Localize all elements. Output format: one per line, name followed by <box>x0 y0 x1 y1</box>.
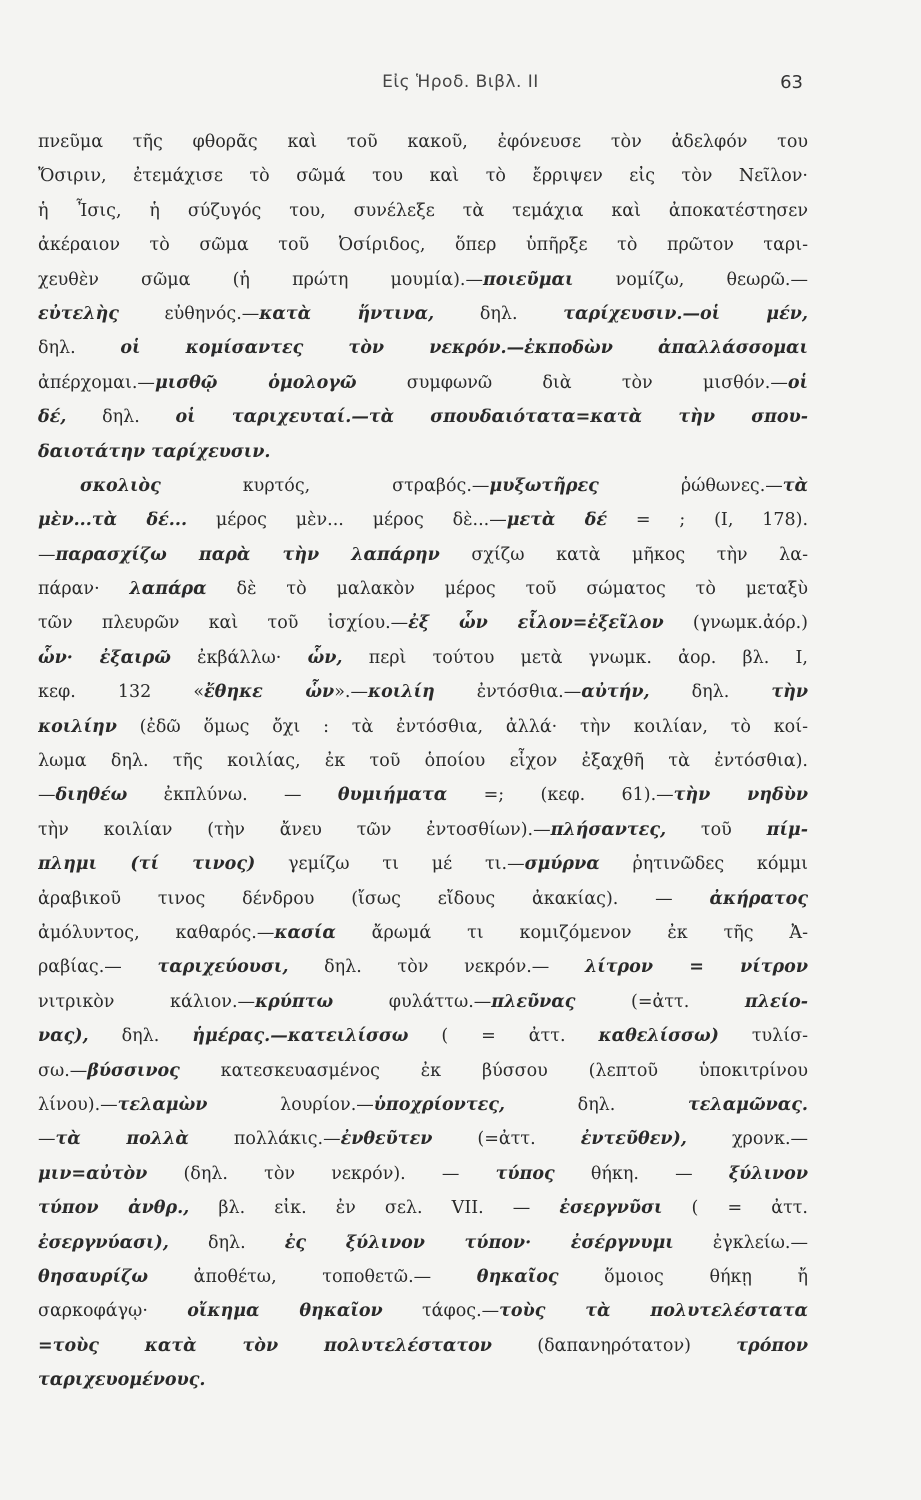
gloss-text: ἐντόσθια.— <box>434 682 582 703</box>
text-line <box>38 1157 808 1191</box>
gloss-text: ἐγκλείω.— <box>673 1232 808 1253</box>
headword: ταριχεύουσι, <box>157 957 289 978</box>
gloss-text: γεμίζω τι μέ τι.— <box>255 854 525 875</box>
headword: οἴκημα θηκαῖον <box>187 1301 383 1322</box>
headword: λαπάρα <box>129 579 207 600</box>
headword: θηκαῖος <box>476 1266 559 1287</box>
gloss-text: πολλάκις.— <box>188 1129 341 1150</box>
text-line <box>38 400 808 434</box>
gloss-text: (ἐδῶ ὅμως ὄχι : τὰ ἐντόσθια, ἀλλά· τὴν κοιλίαν, τὸ κοί- <box>116 716 808 737</box>
gloss-text: ἀπέρχομαι.— <box>38 372 155 393</box>
headword: κοιλίη <box>367 682 435 703</box>
headword: οἱ <box>787 372 808 393</box>
gloss-text: ἄρωμά τι κομιζόμενον ἐκ τῆς Ἀ- <box>335 922 808 943</box>
headword: δαιοτάτην ταρίχευσιν. <box>38 441 271 462</box>
headword: τύπος <box>495 1163 555 1184</box>
gloss-text: νιτρικὸν κάλιον.— <box>38 991 256 1012</box>
headword: πλήσαντες, <box>550 819 667 840</box>
headword: ἐντεῦθεν), <box>580 1129 687 1150</box>
gloss-text: δηλ. <box>66 407 176 428</box>
headword: θησαυρίζω <box>38 1266 149 1287</box>
text-line <box>38 744 808 778</box>
text-line <box>38 847 808 881</box>
gloss-text: σχίζω κατὰ μῆκος τὴν λα- <box>439 544 808 565</box>
headword: κρύπτω <box>255 991 334 1012</box>
headword: ἐσεργνῦσι <box>559 1198 663 1219</box>
headword: ὑποχρίοντες, <box>373 1094 505 1115</box>
text-line <box>38 675 808 709</box>
headword: σκολιὸς <box>80 475 161 496</box>
headword: ἀκήρατος <box>709 888 808 909</box>
gloss-text: (δηλ. τὸν νεκρόν). — <box>147 1163 496 1184</box>
gloss-text: δηλ. <box>88 1026 193 1047</box>
gloss-text: (=ἀττ. <box>575 991 745 1012</box>
gloss-text: δηλ. <box>504 1094 689 1115</box>
text-line <box>38 125 808 159</box>
headword: θυμιήματα <box>337 785 448 806</box>
gloss-text: (=ἀττ. <box>432 1129 581 1150</box>
gloss-text: — <box>38 1129 56 1150</box>
text-line <box>38 1329 808 1363</box>
headword: τὰ πολλὰ <box>55 1129 189 1150</box>
headword: τὴν νηδὺν <box>673 785 808 806</box>
headword: μισθῷ ὁμολογῶ <box>154 372 357 393</box>
text-line <box>38 297 808 331</box>
text-line <box>38 366 808 400</box>
text-line <box>38 813 808 847</box>
headword: διηθέω <box>55 785 128 806</box>
headword: εὐτελὴς <box>38 303 119 324</box>
text-line <box>38 1122 808 1156</box>
text-line <box>38 985 808 1019</box>
headword: τὴν <box>771 682 808 703</box>
headword: πίμ- <box>766 819 808 840</box>
headword: τὰ <box>782 475 808 496</box>
text-line <box>38 435 808 469</box>
gloss-text: σαρκοφάγῳ· <box>38 1301 188 1322</box>
headword: οἱ κομίσαντες τὸν νεκρόν.—ἐκποδὼν ἀπαλλάσσομαι <box>120 338 808 359</box>
gloss-text: δηλ. τὸν νεκρόν.— <box>288 957 586 978</box>
gloss-text: — <box>38 544 56 565</box>
gloss-text: τὴν κοιλίαν (τὴν ἄνευ τῶν ἐντοσθίων).— <box>38 819 551 840</box>
headword: ταριχευομένους. <box>38 1370 206 1391</box>
gloss-text: ραβίας.— <box>38 957 158 978</box>
headword: ποιεῦμαι <box>482 269 574 290</box>
text-line <box>38 1054 808 1088</box>
text-line <box>38 228 808 262</box>
page-number: 63 <box>780 72 803 93</box>
text-line <box>38 194 808 228</box>
headword: τοὺς τὰ πολυτελέστατα <box>499 1301 808 1322</box>
text-line <box>38 950 808 984</box>
gloss-text: ( = ἀττ. <box>662 1198 808 1219</box>
text-line <box>38 469 808 503</box>
headword: σμύρνα <box>524 854 600 875</box>
gloss-text: χευθὲν σῶμα (ἡ πρώτη μουμία).— <box>38 269 483 290</box>
headword: λίτρον = νίτρον <box>585 957 808 978</box>
gloss-text: Ὄσιριν, ἐτεμάχισε τὸ σῶμά του καὶ τὸ ἔρριψεν εἰς τὸν Νεῖλον· <box>38 166 808 187</box>
gloss-text: δηλ. <box>168 1232 285 1253</box>
gloss-text: μέρος μὲν... μέρος δὲ...— <box>187 510 507 531</box>
gloss-text: δηλ. <box>38 338 121 359</box>
text-line <box>38 1019 808 1053</box>
gloss-text: ἀμόλυντος, καθαρός.— <box>38 922 275 943</box>
gloss-text: ( = ἀττ. <box>408 1026 599 1047</box>
text-line <box>38 606 808 640</box>
headword: νας), <box>38 1026 89 1047</box>
headword: τρόπον <box>736 1335 808 1356</box>
gloss-text: δηλ. <box>434 303 564 324</box>
gloss-text: νομίζω, θεωρῶ.— <box>573 269 808 290</box>
text-line <box>38 916 808 950</box>
gloss-text: ».— <box>334 682 368 703</box>
headword: ἐξ ὧν εἷλον=ἐξεῖλον <box>408 613 664 634</box>
gloss-text: ἐκβάλλω· <box>170 647 308 668</box>
gloss-text: =; (κεφ. 61).— <box>447 785 674 806</box>
gloss-text: σω.— <box>38 1060 88 1081</box>
gloss-text: (γνωμκ.ἀόρ.) <box>663 613 808 634</box>
text-line <box>38 1191 808 1225</box>
headword: τελαμῶνας. <box>688 1094 808 1115</box>
text-line <box>38 778 808 812</box>
gloss-text: λουρίον.— <box>207 1094 374 1115</box>
gloss-text: τάφος.— <box>382 1301 500 1322</box>
headword: αὐτήν, <box>581 682 650 703</box>
gloss-text: ἡ Ἶσις, ἡ σύζυγός του, συνέλεξε τὰ τεμάχια καὶ ἀποκατέστησεν <box>38 200 808 221</box>
headword: καθελίσσω) <box>598 1026 719 1047</box>
running-title: Εἰς Ἡροδ. Βιβλ. II <box>382 72 539 92</box>
gloss-text: συμφωνῶ διὰ τὸν μισθόν.— <box>356 372 788 393</box>
gloss-text: πνεῦμα τῆς φθορᾶς καὶ τοῦ κακοῦ, ἐφόνευσε τὸν ἀδελφόν του <box>38 132 808 152</box>
gloss-text: ἀκέραιον τὸ σῶμα τοῦ Ὀσίριδος, ὅπερ ὑπῆρξε τὸ πρῶτον ταρι- <box>38 235 808 256</box>
gloss-text: ῥητινῶδες κόμμι <box>599 854 808 875</box>
gloss-text: ὅμοιος θήκῃ ἤ <box>558 1266 808 1287</box>
text-line <box>38 1294 808 1328</box>
gloss-text: λίνου).— <box>38 1094 118 1115</box>
text-line <box>38 1260 808 1294</box>
gloss-text: λωμα δηλ. τῆς κοιλίας, ἐκ τοῦ ὁποίου εἶχον ἐξαχθῆ τὰ ἐντόσθια). <box>38 751 808 772</box>
headword: ἐς ξύλινον τύπον· ἐσέργνυμι <box>284 1232 674 1253</box>
gloss-text: ῥώθωνες.— <box>598 475 783 496</box>
headword: μιν=αὐτὸν <box>38 1163 148 1184</box>
text-line <box>38 263 808 297</box>
headword: κασία <box>274 922 336 943</box>
text-line <box>38 503 808 537</box>
headword: τύπον ἀνθρ., <box>38 1198 190 1219</box>
headword: κατὰ ἥντινα, <box>259 303 435 324</box>
gloss-text: — <box>38 785 56 806</box>
gloss-text: ἀραβικοῦ τινος δένδρου (ἴσως εἴδους ἀκακίας). — <box>38 888 710 909</box>
headword: ταρίχευσιν.—οἱ μέν, <box>563 303 808 324</box>
text-line <box>38 641 808 675</box>
gloss-text: δηλ. <box>649 682 772 703</box>
gloss-text: βλ. εἰκ. ἐν σελ. VII. — <box>189 1198 560 1219</box>
headword: κοιλίην <box>38 716 117 737</box>
gloss-text: θήκη. — <box>554 1163 729 1184</box>
text-line <box>38 710 808 744</box>
gloss-text: πάραν· <box>38 579 130 600</box>
headword: πλημι (τί τινος) <box>38 854 256 875</box>
gloss-text: τυλίσ- <box>718 1026 808 1047</box>
commentary-text <box>38 125 808 1397</box>
headword: πλεῦνας <box>491 991 576 1012</box>
headword: ἐνθεῦτεν <box>340 1129 433 1150</box>
gloss-text: εὐθηνός.— <box>118 303 260 324</box>
headword: μετὰ δέ <box>506 510 608 531</box>
page-header <box>0 72 921 102</box>
gloss-text: τοῦ <box>666 819 767 840</box>
headword: δέ, <box>38 407 67 428</box>
gloss-text: κεφ. 132 « <box>38 682 205 703</box>
headword: μυξωτῆρες <box>489 475 599 496</box>
text-line <box>38 538 808 572</box>
gloss-text: φυλάττω.— <box>333 991 492 1012</box>
gloss-text: = ; (I, 178). <box>607 510 808 531</box>
text-line <box>38 572 808 606</box>
headword: οἱ ταριχευταί.—τὰ σπουδαιότατα=κατὰ τὴν σπου- <box>175 407 808 428</box>
headword: παρασχίζω παρὰ τὴν λαπάρην <box>55 544 440 565</box>
text-line <box>38 1363 808 1397</box>
headword: =τοὺς κατὰ τὸν πολυτελέστατον <box>38 1335 492 1356</box>
gloss-text: τῶν πλευρῶν καὶ τοῦ ἰσχίου.— <box>38 613 409 634</box>
headword: μὲν...τὰ δέ... <box>38 510 188 531</box>
gloss-text: (δαπανηρότατον) <box>491 1335 737 1356</box>
gloss-text: δὲ τὸ μαλακὸν μέρος τοῦ σώματος τὸ μεταξὺ <box>206 579 808 600</box>
headword: ἡμέρας.—κατειλίσσω <box>192 1026 409 1047</box>
gloss-text: χρονκ.— <box>686 1129 808 1150</box>
headword: ὧν· ἐξαιρῶ <box>38 647 171 668</box>
text-line <box>38 159 808 193</box>
headword: τελαμὼν <box>117 1094 208 1115</box>
text-line <box>38 331 808 365</box>
headword: ὧν, <box>307 647 343 668</box>
text-line <box>38 1226 808 1260</box>
gloss-text: περὶ τούτου μετὰ γνωμκ. ἀορ. βλ. I, <box>342 647 808 668</box>
text-line <box>38 882 808 916</box>
gloss-text: κατεσκευασμένος ἐκ βύσσου (λεπτοῦ ὑποκιτρίνου <box>179 1060 808 1081</box>
headword: βύσσινος <box>87 1060 180 1081</box>
gloss-text: ἀποθέτω, τοποθετῶ.— <box>148 1266 477 1287</box>
headword: πλείο- <box>744 991 808 1012</box>
headword: ἐσεργνύασι), <box>38 1232 169 1253</box>
gloss-text: κυρτός, στραβός.— <box>160 475 490 496</box>
headword: ξύλινον <box>728 1163 808 1184</box>
text-line <box>38 1088 808 1122</box>
gloss-text: ἐκπλύνω. — <box>127 785 338 806</box>
headword: ἔθηκε ὧν <box>204 682 335 703</box>
